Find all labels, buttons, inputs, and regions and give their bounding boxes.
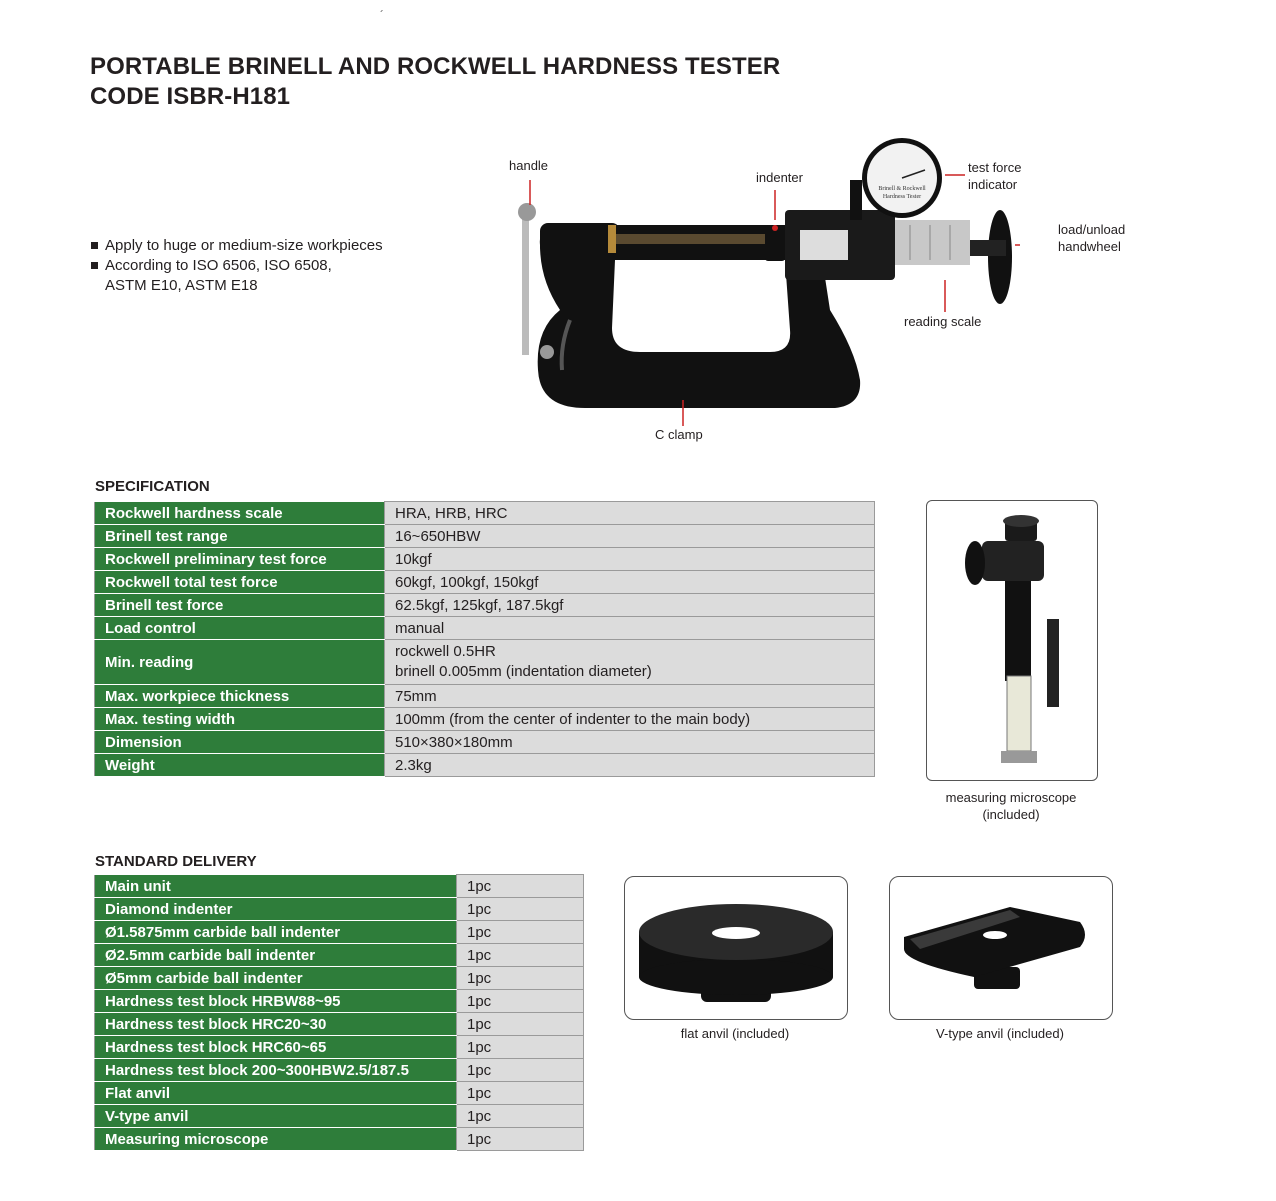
- table-row: [95, 967, 584, 990]
- microscope-caption-line1: measuring microscope: [945, 790, 1077, 805]
- table-row: [95, 1013, 584, 1036]
- microscope-caption-line2: (included): [982, 807, 1040, 822]
- table-row: [95, 502, 875, 525]
- delivery-qty: 1pc: [457, 1036, 584, 1059]
- microscope-caption: [926, 789, 1096, 823]
- page-title: [90, 52, 780, 112]
- specification-table: [94, 501, 875, 777]
- handwheel: [988, 210, 1012, 304]
- delivery-qty: 1pc: [457, 1059, 584, 1082]
- handwheel-shaft: [970, 240, 1006, 256]
- delivery-item: Hardness test block HRBW88~95: [95, 990, 457, 1013]
- spec-key: Rockwell hardness scale: [95, 502, 385, 525]
- specification-heading: SPECIFICATION: [95, 478, 210, 495]
- handle-rod: [522, 215, 529, 355]
- table-row: [95, 875, 584, 898]
- focus-housing: [982, 541, 1044, 581]
- spec-value: manual: [385, 617, 875, 640]
- table-row: [95, 1059, 584, 1082]
- spec-key: Load control: [95, 617, 385, 640]
- table-row: [95, 990, 584, 1013]
- delivery-item: V-type anvil: [95, 1105, 457, 1128]
- spec-value: 62.5kgf, 125kgf, 187.5kgf: [385, 594, 875, 617]
- spec-key: Rockwell preliminary test force: [95, 548, 385, 571]
- delivery-qty: 1pc: [457, 967, 584, 990]
- microscope-image-box: [926, 500, 1098, 781]
- spec-value: 10kgf: [385, 548, 875, 571]
- delivery-qty: 1pc: [457, 1128, 584, 1151]
- flat-anvil-illustration: [625, 877, 847, 1019]
- callout-c-clamp: C clamp: [655, 427, 703, 442]
- spec-value: HRA, HRB, HRC: [385, 502, 875, 525]
- table-row: [95, 1036, 584, 1059]
- delivery-item: Ø2.5mm carbide ball indenter: [95, 944, 457, 967]
- spec-key: Weight: [95, 754, 385, 777]
- spec-value: 510×380×180mm: [385, 731, 875, 754]
- table-row: [95, 640, 875, 685]
- handle-foot: [540, 345, 554, 359]
- spec-value: 16~650HBW: [385, 525, 875, 548]
- spec-key: Brinell test range: [95, 525, 385, 548]
- feature-item: According to ISO 6506, ISO 6508,: [90, 256, 383, 276]
- dial-text-2: Hardness Tester: [882, 194, 922, 200]
- delivery-qty: 1pc: [457, 1013, 584, 1036]
- delivery-item: Ø5mm carbide ball indenter: [95, 967, 457, 990]
- handle-knob: [518, 203, 536, 221]
- brass-collar: [608, 225, 616, 253]
- delivery-item: Flat anvil: [95, 1082, 457, 1105]
- flat-anvil-caption: flat anvil (included): [680, 1026, 790, 1041]
- table-row: [95, 921, 584, 944]
- v-anvil-image-box: [889, 876, 1113, 1020]
- indenter-tip: [772, 225, 778, 231]
- microscope-tube: [1005, 581, 1031, 681]
- table-row: [95, 898, 584, 921]
- feature-list: [90, 236, 383, 296]
- spec-key: Min. reading: [95, 640, 385, 685]
- spec-key: Rockwell total test force: [95, 571, 385, 594]
- delivery-heading: STANDARD DELIVERY: [95, 853, 257, 870]
- microscope-base: [1001, 751, 1037, 763]
- callout-indenter: indenter: [756, 170, 803, 185]
- table-row: [95, 1105, 584, 1128]
- focus-knob: [965, 541, 985, 585]
- side-clip: [1047, 619, 1059, 707]
- delivery-qty: 1pc: [457, 921, 584, 944]
- v-anvil-illustration: [890, 877, 1112, 1019]
- delivery-item: Ø1.5875mm carbide ball indenter: [95, 921, 457, 944]
- lead-screw: [616, 234, 771, 244]
- spec-key: Max. testing width: [95, 708, 385, 731]
- spec-value-line1: rockwell 0.5HR: [395, 643, 496, 660]
- top-mark: ´: [380, 8, 384, 22]
- delivery-qty: 1pc: [457, 1105, 584, 1128]
- spec-value: [385, 640, 875, 685]
- table-row: [95, 1128, 584, 1151]
- callout-handwheel: [1058, 221, 1125, 255]
- delivery-item: Hardness test block HRC20~30: [95, 1013, 457, 1036]
- callout-reading-scale: reading scale: [904, 314, 982, 329]
- table-row: [95, 548, 875, 571]
- delivery-item: Measuring microscope: [95, 1128, 457, 1151]
- callout-test-force-line1: test force: [968, 160, 1022, 175]
- lamp-window: [1007, 676, 1031, 751]
- flat-anvil-image-box: [624, 876, 848, 1020]
- microscope-illustration: [927, 501, 1097, 780]
- delivery-item: Main unit: [95, 875, 457, 898]
- table-row: [95, 731, 875, 754]
- callout-test-force-line2: indicator: [968, 177, 1018, 192]
- delivery-qty: 1pc: [457, 1082, 584, 1105]
- spec-value-line2: brinell 0.005mm (indentation diameter): [395, 663, 652, 680]
- delivery-qty: 1pc: [457, 875, 584, 898]
- delivery-qty: 1pc: [457, 990, 584, 1013]
- dial-stem: [850, 180, 862, 220]
- table-row: [95, 708, 875, 731]
- table-row: [95, 685, 875, 708]
- table-row: [95, 571, 875, 594]
- table-row: [95, 525, 875, 548]
- feature-item: Apply to huge or medium-size workpieces: [90, 236, 383, 256]
- table-row: [95, 1082, 584, 1105]
- v-anvil-hole: [983, 931, 1007, 939]
- table-row: [95, 754, 875, 777]
- delivery-qty: 1pc: [457, 898, 584, 921]
- callout-handwheel-line2: handwheel: [1058, 239, 1121, 254]
- spec-value: 60kgf, 100kgf, 150kgf: [385, 571, 875, 594]
- spec-key: Brinell test force: [95, 594, 385, 617]
- spec-value: 75mm: [385, 685, 875, 708]
- delivery-item: Diamond indenter: [95, 898, 457, 921]
- spec-key: Dimension: [95, 731, 385, 754]
- table-row: [95, 594, 875, 617]
- delivery-table: [94, 874, 584, 1151]
- spec-key: Max. workpiece thickness: [95, 685, 385, 708]
- callout-test-force: [968, 159, 1021, 193]
- delivery-item: Hardness test block HRC60~65: [95, 1036, 457, 1059]
- spec-value: 100mm (from the center of indenter to the main body): [385, 708, 875, 731]
- callout-handwheel-line1: load/unload: [1058, 222, 1126, 237]
- dial-text-1: Brinell & Rockwell: [878, 186, 926, 192]
- v-anvil-caption: V-type anvil (included): [936, 1026, 1064, 1041]
- label-plate: [800, 230, 848, 260]
- c-clamp-opening: [612, 260, 790, 352]
- delivery-item: Hardness test block 200~300HBW2.5/187.5: [95, 1059, 457, 1082]
- callout-handle: handle: [509, 158, 549, 173]
- delivery-qty: 1pc: [457, 944, 584, 967]
- title-line-2: CODE ISBR-H181: [90, 83, 291, 110]
- reading-scale-barrel: [895, 220, 970, 265]
- table-row: [95, 617, 875, 640]
- title-line-1: PORTABLE BRINELL AND ROCKWELL HARDNESS TESTER: [90, 53, 781, 80]
- feature-item-continued: ASTM E10, ASTM E18: [105, 277, 258, 294]
- anvil-hole: [712, 927, 760, 939]
- table-row: [95, 944, 584, 967]
- spec-value: 2.3kg: [385, 754, 875, 777]
